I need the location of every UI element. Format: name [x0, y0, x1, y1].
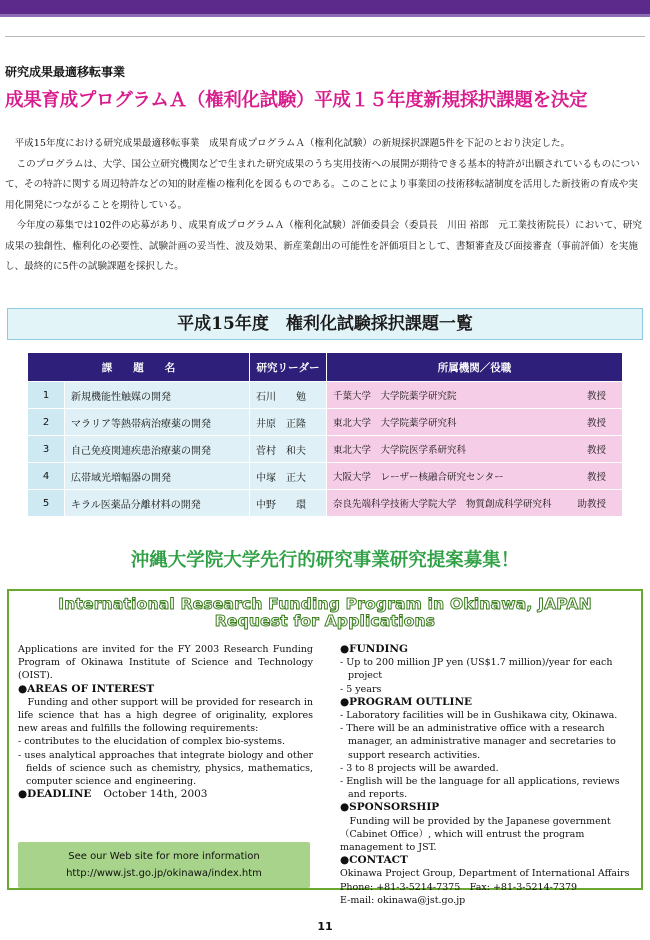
deadline-value: October 14th, 2003	[103, 788, 208, 801]
outline-list	[340, 709, 636, 801]
table-row	[28, 463, 623, 490]
list-item: - There will be an administrative office with a research manager, an administrative manager and secretaries to support research activities.	[340, 723, 616, 761]
row-number: 1	[28, 382, 65, 409]
table-row	[28, 382, 623, 409]
list-item: - 5 years	[340, 683, 382, 695]
affiliation-cell	[327, 382, 623, 409]
list-item: - uses analytical approaches that integrate biology and other fields of science such as chemistry, physics, mathematics, computer science and engineering.	[18, 749, 313, 788]
top-color-bar	[0, 0, 650, 14]
funding-list	[340, 656, 636, 696]
research-leader: 菅村 和夫	[250, 436, 327, 463]
project-title: キラル医薬品分離材料の開発	[65, 490, 250, 517]
intro-paragraph: このプログラムは、大学、国公立研究機関などで生まれた研究成果のうち実用技術への展開が期待できる基本的特許が出願されているものについて、その特許に関する周辺特許などの知的財産権の権利化を図るものである。このことにより事業団の技術移転諸制度を活用した新技術の育成や実用化開発につながることを期待している。	[5, 158, 640, 211]
contact-email[interactable]: E-mail: okinawa@jst.go.jp	[340, 894, 466, 906]
intro-paragraph: 平成15年度における研究成果最適移転事業 成果育成プログラムＡ（権利化試験）の新規採択課題5件を下記のとおり決定した。	[14, 138, 571, 149]
areas-text: Funding and other support will be provided for research in life science that has a high degree of originality, explores new areas and fulfills the following requirements:	[18, 696, 313, 735]
table-row	[28, 409, 623, 436]
program-left-column	[18, 643, 313, 801]
project-title: 広帯域光増幅器の開発	[65, 463, 250, 490]
affiliation-cell	[327, 409, 623, 436]
awards-list-title: 平成15年度 権利化試験採択課題一覧	[7, 308, 643, 340]
list-item: - Up to 200 million JP yen (US$1.7 million)/year for each project	[340, 657, 613, 682]
research-leader: 石川 勉	[250, 382, 327, 409]
list-item: - Laboratory facilities will be in Gushikawa city, Okinawa.	[340, 710, 618, 722]
deadline-row	[18, 788, 313, 801]
affiliation: 大阪大学 レーザー核融合研究センター	[333, 472, 504, 483]
website-link[interactable]: http://www.jst.go.jp/okinawa/index.htm	[66, 868, 262, 879]
position: 教授	[586, 418, 606, 429]
sponsorship-text: Funding will be provided by the Japanese government（Cabinet Office）, which will entrust the program management to JST.	[340, 815, 611, 854]
awards-table	[27, 352, 623, 517]
project-title: 新規機能性触媒の開発	[65, 382, 250, 409]
outline-heading: ●PROGRAM OUTLINE	[340, 695, 473, 708]
program-title-line2: Request for Applications	[214, 612, 436, 630]
affiliation: 千葉大学 大学院薬学研究院	[333, 391, 457, 402]
col-header-title: 課 題 名	[28, 353, 250, 382]
website-box	[18, 842, 310, 888]
program-title-line1: International Research Funding Program in Okinawa, JAPAN	[58, 595, 592, 613]
affiliation: 東北大学 大学院医学系研究科	[333, 445, 467, 456]
areas-heading: ●AREAS OF INTEREST	[18, 682, 155, 695]
intro-paragraph: 今年度の募集では102件の応募があり、成果育成プログラムＡ（権利化試験）評価委員会（委員長 川田 裕郎 元工業技術院長）において、研究成果の独創性、権利化の必要性、試験計画の妥当性、波及効果、新産業創出の可能性を評価項目として、書類審査及び面接審査（事前評価）を実施し、最終的に5件の試験課題を採択した。	[5, 220, 642, 272]
list-item: - English will be the language for all applications, reviews and reports.	[340, 776, 620, 801]
program-title	[7, 596, 643, 630]
row-number: 5	[28, 490, 65, 517]
website-caption: See our Web site for more information	[68, 851, 260, 862]
affiliation-cell	[327, 463, 623, 490]
article-headline: 成果育成プログラムＡ（権利化試験）平成１５年度新規採択課題を決定	[5, 90, 588, 111]
position: 助教授	[577, 499, 606, 510]
contact-line: Okinawa Project Group, Department of International Affairs	[340, 868, 630, 880]
position: 教授	[586, 445, 606, 456]
section-kicker: 研究成果最適移転事業	[5, 65, 126, 79]
table-row	[28, 436, 623, 463]
col-header-affiliation: 所属機関／役職	[327, 353, 623, 382]
affiliation-cell	[327, 436, 623, 463]
col-header-leader: 研究リーダー	[250, 353, 327, 382]
program-right-column	[340, 643, 636, 907]
page-number: 11	[317, 920, 333, 933]
research-leader: 井原 正隆	[250, 409, 327, 436]
sponsorship-heading: ●SPONSORSHIP	[340, 801, 440, 814]
affiliation: 奈良先端科学技術大学院大学 物質創成科学研究科	[333, 499, 552, 510]
affiliation-cell	[327, 490, 623, 517]
project-title: 自己免疫関連疾患治療薬の開発	[65, 436, 250, 463]
program-intro: Applications are invited for the FY 2003 Research Funding Program of Okinawa Institute of Science and Technology (OIST).	[18, 644, 313, 682]
research-leader: 中塚 正大	[250, 463, 327, 490]
table-row	[28, 490, 623, 517]
header-rule	[5, 36, 645, 37]
row-number: 3	[28, 436, 65, 463]
top-accent-bar	[0, 14, 650, 17]
funding-heading: ●FUNDING	[340, 643, 408, 655]
areas-list	[18, 735, 313, 788]
position: 教授	[586, 472, 606, 483]
list-item: - 3 to 8 projects will be awarded.	[340, 762, 499, 774]
okinawa-heading: 沖縄大学院大学先行的研究事業研究提案募集！	[130, 550, 520, 571]
row-number: 4	[28, 463, 65, 490]
position: 教授	[586, 391, 606, 402]
intro-text	[5, 134, 645, 278]
contact-heading: ●CONTACT	[340, 854, 408, 867]
deadline-label: ●DEADLINE	[18, 788, 92, 801]
research-leader: 中野 環	[250, 490, 327, 517]
row-number: 2	[28, 409, 65, 436]
project-title: マラリア等熱帯病治療薬の開発	[65, 409, 250, 436]
list-item: - contributes to the elucidation of complex bio-systems.	[18, 736, 285, 748]
table-header-row	[28, 353, 623, 382]
contact-line: Phone: +81-3-5214-7375 Fax: +81-3-5214-7379	[340, 881, 578, 893]
affiliation: 東北大学 大学院薬学研究科	[333, 418, 457, 429]
